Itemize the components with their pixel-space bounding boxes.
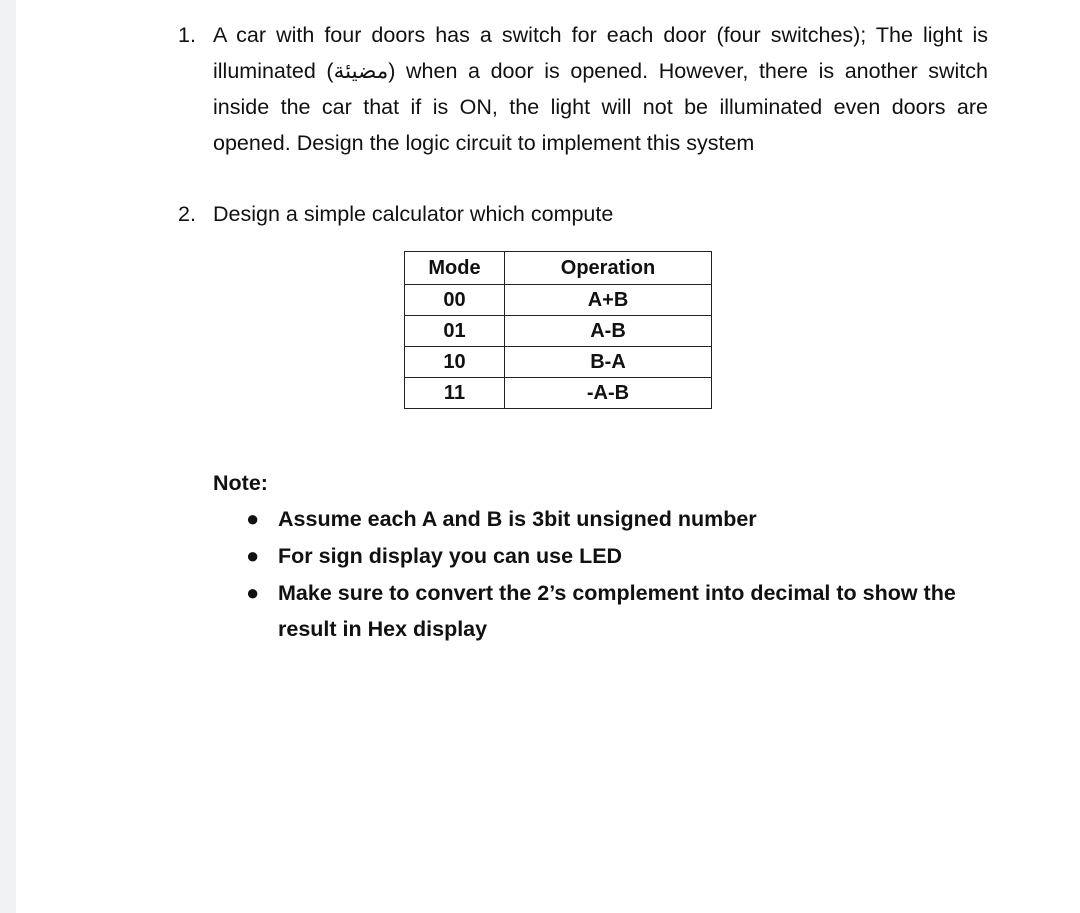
question-2: [178, 196, 988, 232]
table-cell-mode: 01: [405, 316, 505, 347]
table-cell-operation: -A-B: [505, 378, 712, 409]
question-1-text: A car with four doors has a switch for each door (four switches); The light is illuminated (مضيئة) when a door is opened. However, there is another switch inside the car that if is ON, the light will not be illuminated even doors are opened. Design the logic circuit to implement this system: [213, 23, 988, 155]
table-header-row: [405, 252, 712, 285]
note-item-text: For sign display you can use LED: [278, 544, 623, 568]
question-2-text: Design a simple calculator which compute: [213, 202, 614, 226]
bullet-icon: ●: [246, 580, 260, 605]
question-2-number: 2.: [178, 202, 196, 226]
list-item: [246, 575, 966, 647]
table-header-mode: Mode: [405, 252, 505, 285]
question-1: [178, 17, 988, 161]
table-cell-operation: A+B: [505, 285, 712, 316]
table-row: [405, 316, 712, 347]
table-cell-mode: 00: [405, 285, 505, 316]
table-cell-operation: B-A: [505, 347, 712, 378]
note-item-text: Assume each A and B is 3bit unsigned number: [278, 507, 757, 531]
list-item: [246, 538, 966, 574]
table-cell-operation: A-B: [505, 316, 712, 347]
bullet-icon: ●: [246, 506, 260, 531]
note-item-text: Make sure to convert the 2’s complement into decimal to show the result in Hex display: [278, 581, 956, 641]
table-cell-mode: 10: [405, 347, 505, 378]
table-row: [405, 285, 712, 316]
note-label: Note:: [213, 471, 268, 495]
bullet-icon: ●: [246, 543, 260, 568]
table-row: [405, 378, 712, 409]
mode-operation-table: [404, 251, 712, 409]
table-cell-mode: 11: [405, 378, 505, 409]
table-row: [405, 347, 712, 378]
question-1-number: 1.: [178, 23, 196, 47]
note-list: [246, 501, 966, 648]
list-item: [246, 501, 966, 537]
document-page: [16, 0, 1080, 913]
table-header-operation: Operation: [505, 252, 712, 285]
